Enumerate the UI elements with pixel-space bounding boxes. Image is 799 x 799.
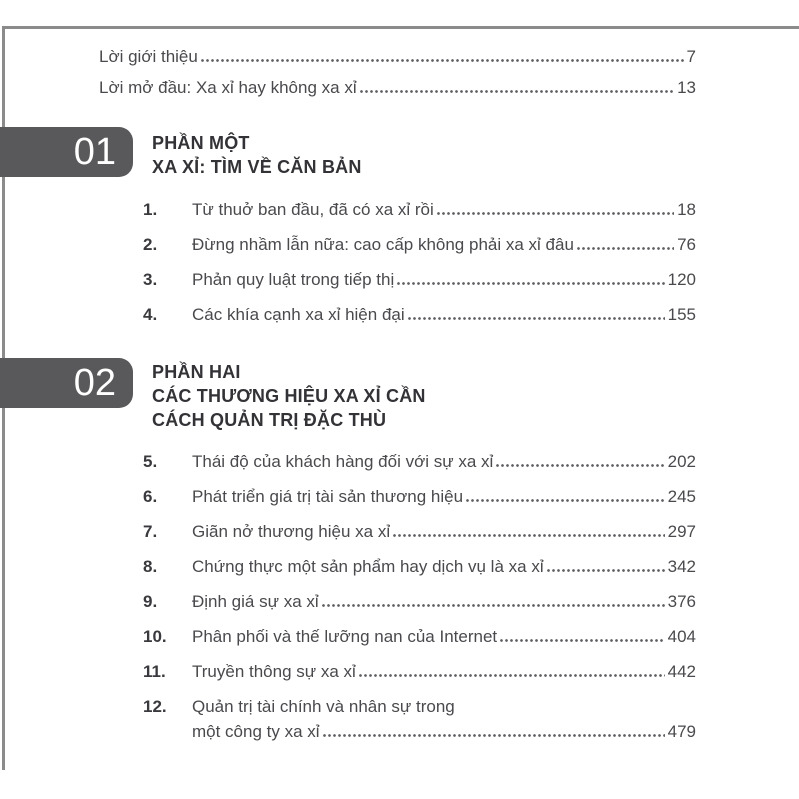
toc-entry-title: Lời mở đầu: Xa xỉ hay không xa xỉ — [99, 78, 357, 97]
page-number: 202 — [667, 452, 696, 471]
page-number: 479 — [667, 722, 696, 741]
chapter-number: 8. — [143, 557, 158, 576]
chapter-number: 1. — [143, 200, 158, 219]
chapter-row — [143, 662, 696, 682]
page-number: 404 — [667, 627, 696, 646]
dot-leader — [392, 533, 665, 538]
section-title-line: PHẦN HAI — [152, 362, 241, 382]
dot-leader — [358, 673, 665, 678]
chapter-row — [143, 522, 696, 542]
chapter-title: Phát triển giá trị tài sản thương hiệu — [192, 487, 464, 506]
chapter-number: 12. — [143, 697, 167, 716]
chapter-number: 5. — [143, 452, 158, 471]
section-number-tab — [0, 127, 133, 177]
chapter-title: Từ thuở ban đầu, đã có xa xỉ rồi — [192, 200, 434, 219]
chapter-title: Phân phối và thế lưỡng nan của Internet — [192, 627, 498, 646]
chapter-row — [143, 452, 696, 472]
chapter-row — [143, 487, 696, 507]
chapter-title-block — [192, 697, 696, 742]
section-number: 01 — [73, 130, 116, 173]
chapter-number: 2. — [143, 235, 158, 254]
chapter-row — [143, 200, 696, 220]
chapter-number: 6. — [143, 487, 158, 506]
toc-entry-title: Lời giới thiệu — [99, 47, 198, 66]
chapter-row — [143, 557, 696, 577]
chapter-row — [143, 305, 696, 325]
chapter-title: Giãn nở thương hiệu xa xỉ — [192, 522, 391, 541]
toc-entry — [99, 78, 696, 98]
page-number: 7 — [686, 47, 696, 66]
chapter-row — [143, 592, 696, 612]
chapter-title-continuation-row — [192, 722, 696, 742]
dot-leader — [322, 733, 665, 738]
section-title-line: XA XỈ: TÌM VỀ CĂN BẢN — [152, 157, 362, 177]
chapter-row — [143, 270, 696, 290]
section-title — [152, 358, 799, 432]
section-header-1 — [0, 127, 799, 179]
section-title-line: CÁC THƯƠNG HIỆU XA XỈ CẦN — [152, 386, 426, 406]
chapter-list-2 — [143, 452, 696, 757]
dot-leader — [396, 281, 664, 286]
dot-leader — [495, 463, 664, 468]
section-header-2 — [0, 358, 799, 432]
chapter-title: Quản trị tài chính và nhân sự trong — [192, 697, 455, 716]
page-number: 297 — [667, 522, 696, 541]
chapter-row — [143, 235, 696, 255]
page-number: 342 — [667, 557, 696, 576]
chapter-number: 10. — [143, 627, 167, 646]
chapter-title: Thái độ của khách hàng đối với sự xa xỉ — [192, 452, 494, 471]
section-number-tab — [0, 358, 133, 408]
chapter-title: Truyền thông sự xa xỉ — [192, 662, 356, 681]
page-number: 245 — [667, 487, 696, 506]
chapter-list-1 — [143, 200, 696, 340]
chapter-number: 4. — [143, 305, 158, 324]
page-number: 76 — [677, 235, 696, 254]
dot-leader — [465, 498, 665, 503]
section-title-line: PHẦN MỘT — [152, 133, 250, 153]
section-title — [152, 127, 799, 179]
chapter-number: 9. — [143, 592, 158, 611]
chapter-title: Các khía cạnh xa xỉ hiện đại — [192, 305, 405, 324]
frontmatter-list — [99, 47, 696, 109]
chapter-title: Phản quy luật trong tiếp thị — [192, 270, 395, 289]
section-title-line: CÁCH QUẢN TRỊ ĐẶC THÙ — [152, 410, 387, 430]
dot-leader — [359, 89, 674, 94]
dot-leader — [200, 58, 684, 63]
section-number: 02 — [73, 361, 116, 404]
page-number: 376 — [667, 592, 696, 611]
chapter-title: Định giá sự xa xỉ — [192, 592, 319, 611]
dot-leader — [499, 638, 664, 643]
dot-leader — [576, 246, 674, 251]
chapter-title: Đừng nhầm lẫn nữa: cao cấp không phải xa xỉ đâu — [192, 235, 574, 254]
dot-leader — [436, 211, 674, 216]
page-number: 155 — [667, 305, 696, 324]
dot-leader — [407, 316, 665, 321]
page-number: 18 — [677, 200, 696, 219]
chapter-row — [143, 697, 696, 742]
chapter-title-continuation: một công ty xa xỉ — [192, 722, 320, 741]
chapter-row — [143, 627, 696, 647]
chapter-number: 7. — [143, 522, 158, 541]
chapter-title: Chứng thực một sản phẩm hay dịch vụ là xa xỉ — [192, 557, 544, 576]
page-number: 13 — [677, 78, 696, 97]
dot-leader — [321, 603, 665, 608]
chapter-number: 3. — [143, 270, 158, 289]
page-number: 442 — [667, 662, 696, 681]
toc-entry — [99, 47, 696, 67]
dot-leader — [546, 568, 665, 573]
page-number: 120 — [667, 270, 696, 289]
chapter-number: 11. — [143, 662, 166, 681]
